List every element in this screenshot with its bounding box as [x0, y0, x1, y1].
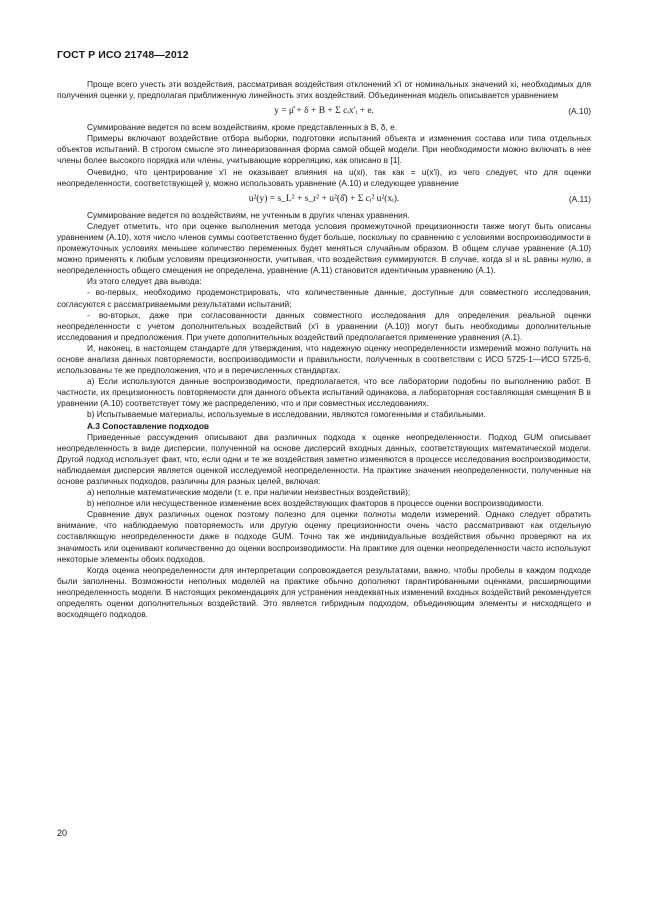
equation-formula: y = μ̂ + δ + B + Σ cᵢx′ᵢ + e. [274, 106, 374, 117]
page-number: 20 [57, 828, 68, 838]
equation-number: (А.10) [568, 106, 591, 117]
paragraph: Очевидно, что центрирование x′i не оказывает влияния на u(xi), так как = u(x′i), из чего следует, что для оценки неопределенности, соответствующей y, можно использовать уравнение (A.10) и следующее уравнение [57, 166, 591, 188]
paragraph: - во-вторых, даже при согласованности данных совместного исследования для определения реальной оценки неопределенности с учетом дополнительных воздействий (x′i в уравнении (А.10)) могут быть необходимы дополнительные исследования и предположения. При учете дополнительных воздействий предполагается применение уравнения (А.1). [57, 309, 591, 342]
equation-formula: u²(y) = s_L² + s_r² + u²(δ̂) + Σ cᵢ² u²(xᵢ). [248, 193, 400, 204]
document-body [57, 79, 591, 620]
paragraph: b) Испытываемые материалы, используемые в исследовании, являются гомогенными и стабильными. [87, 409, 486, 420]
paragraph: а) Если используются данные воспроизводимости, предполагается, что все лаборатории подобны по выполнению работ. В частности, их прецизионность повторяемости для данного объекта испытаний одинакова, а лабораторная составляющая смещения B в уравнении (А.10) соответствует тому же распределению, что и при совместных исследованиях. [57, 376, 591, 409]
paragraph: Суммирование ведется по всем воздействиям, кроме представленных в B, δ, e. [87, 122, 398, 133]
paragraph: И, наконец, в настоящем стандарте для утверждения, что надежную оценку неопределенности измерений можно получить на основе анализа данных повторяемости, воспроизводимости и правильности, полученных в соответствии с ИСО 5725-1—ИСО 5725-6, использованы те же предположения, что и в перечисленных стандартах. [57, 342, 591, 376]
paragraph: Примеры включают воздействие отбора выборки, подготовки испытаний объекта и изменения состава или типа отдельных объектов испытаний. В строгом смысле это линеаризованная форма самой общей модели. При необходимости можно включать в нее члены более высокого порядка или члены, учитывающие корреляцию, как описано в [1]. [57, 133, 591, 166]
paragraph: Когда оценка неопределенности для интерпретации сопровождается результатами, важно, чтобы пробелы в каждом подходе были заполнены. Возможности неполных моделей на практике обычно дополняют гарантированными оценками, расширяющими неопределенность модели. В настоящих рекомендациях для устранения неадекватных изменений входных воздействий рекомендуется определять оценки дополнительных воздействий. Это является гибридным подходом, объединяющим элементы и нисходящего и восходящего подходов. [57, 564, 591, 620]
standard-header: ГОСТ Р ИСО 21748—2012 [57, 49, 189, 61]
paragraph: - во-первых, необходимо продемонстрировать, что количественные данные, доступные для совместного исследования, согласуются с рассматриваемыми результатами испытаний; [57, 287, 591, 309]
paragraph: Суммирование ведется по воздействиям, не учтенным в других членах уравнения. [87, 209, 410, 220]
paragraph: b) неполное или несущественное изменение всех воздействующих факторов в процессе оценки воспроизводимости. [87, 498, 544, 509]
paragraph: а) неполные математические модели (т. е. при наличии неизвестных воздействий); [87, 487, 411, 498]
paragraph: Сравнение двух различных оценок поэтому полезно для оценки полноты модели измерений. Однако следует обратить внимание, что наблюдаемую повторяемость или другую оценку прецизионности очень часто рассматривают как отдельную составляющую неопределенности даже в подходе GUM. Точно так же индивидуальные воздействия обычно проверяют на их значимость или оценивают количественно до оценки воспроизводимости. На практике для оценки неопределенности часто используют некоторые элементы обоих подходов. [57, 509, 591, 564]
paragraph: Проще всего учесть эти воздействия, рассматривая воздействия отклонений x′i от номинальных значений xi, необходимых для получения оценки y, предполагая приближенную линейность этих воздействий. Объединенная модель описывается уравнением [57, 79, 591, 101]
equation-number: (А.11) [568, 193, 591, 204]
paragraph: Из этого следует два вывода: [87, 276, 202, 287]
paragraph: Следует отметить, что при оценке выполнения метода условия промежуточной прецизионности также могут быть описаны уравнением (А.10), хотя число членов суммы соответственно будет больше, поскольку по сравнению с условиями воспроизводимости в промежуточных условиях меньшее количество переменных будет меняться случайным образом. В общем случае уравнение (А.10) можно применять к любым условиям прецизионности, учитывая, что воздействия суммируются. В случае, когда sl и sL равны нулю, а неопределенность общего смещения не определена, уравнение (А.11) становится идентичным уравнению (А.1). [57, 220, 591, 276]
equation-a11 [57, 191, 591, 208]
section-heading: А.3 Сопоставление подходов [87, 420, 210, 431]
paragraph: Приведенные рассуждения описывают два различных подхода к оценке неопределенности. Подход GUM описывает неопределенность в виде дисперсии, полученной на основе дисперсий входных данных, соответствующих математической модели. Другой подход использует факт, что, если одни и те же воздействия заметно изменяются в процессе исследования воспроизводимости, наблюдаемая дисперсия является оценкой исследуемой неопределенности. На практике значения неопределенности, полученные на основе различных подходов, различны для разных целей, включая: [57, 431, 591, 486]
equation-a10 [57, 103, 591, 120]
